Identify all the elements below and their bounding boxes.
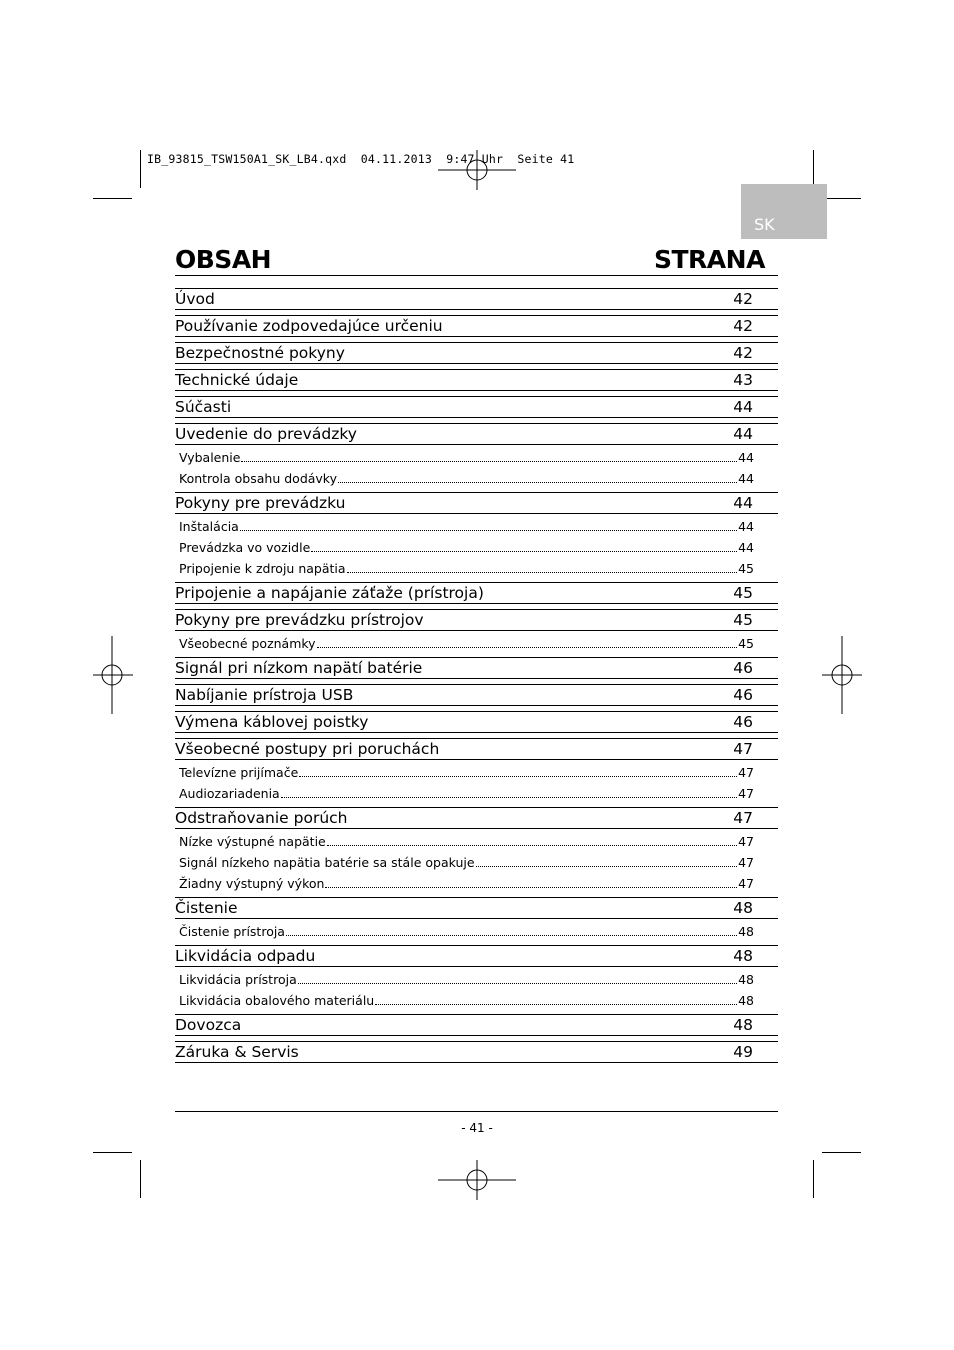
- toc-entry-page: 46: [733, 659, 753, 677]
- toc-subentry-page: 44: [738, 471, 754, 486]
- toc-subentry-title: Likvidácia obalového materiálu: [179, 993, 375, 1008]
- toc-entry-title: Uvedenie do prevádzky: [175, 425, 357, 443]
- contents-heading: OBSAH: [175, 245, 272, 274]
- toc-subentry: [175, 988, 778, 1009]
- toc-entry-page: 46: [733, 713, 753, 731]
- toc-entry: [175, 288, 778, 310]
- toc-entry: [175, 1041, 778, 1063]
- language-tab-label: SK: [754, 215, 775, 234]
- toc-entry-title: Pokyny pre prevádzku prístrojov: [175, 611, 424, 629]
- toc-subentry-title: Pripojenie k zdroju napätia: [179, 561, 346, 576]
- toc-subentry-page: 47: [738, 786, 754, 801]
- toc-subentry: [175, 850, 778, 871]
- toc-subentry-title: Prevádzka vo vozidle: [179, 540, 311, 555]
- toc-entry: [175, 396, 778, 418]
- toc-subentry: [175, 631, 778, 652]
- toc-entry: [175, 897, 778, 919]
- toc-entry-page: 43: [733, 371, 753, 389]
- dot-leader: [298, 982, 737, 984]
- dot-leader: [325, 886, 737, 888]
- toc-subentry: [175, 514, 778, 535]
- dot-leader: [347, 571, 738, 573]
- dot-leader: [241, 460, 737, 462]
- dot-leader: [476, 865, 738, 867]
- toc-subentry: [175, 445, 778, 466]
- toc-entry-title: Bezpečnostné pokyny: [175, 344, 345, 362]
- toc-subentry: [175, 466, 778, 487]
- toc-subentry-page: 48: [738, 993, 754, 1008]
- toc-subentry-title: Kontrola obsahu dodávky: [179, 471, 338, 486]
- toc-entry-title: Všeobecné postupy pri poruchách: [175, 740, 440, 758]
- toc-subentry-title: Všeobecné poznámky: [179, 636, 316, 651]
- toc-subentry-page: 48: [738, 972, 754, 987]
- toc-entry: [175, 423, 778, 445]
- dot-leader: [286, 934, 737, 936]
- dot-leader: [327, 844, 737, 846]
- toc-subentry: [175, 829, 778, 850]
- toc-entry: [175, 315, 778, 337]
- dot-leader: [299, 775, 737, 777]
- page-number: - 41 -: [461, 1121, 493, 1135]
- toc-entry-title: Úvod: [175, 290, 215, 308]
- toc-subentry-title: Nízke výstupné napätie: [179, 834, 326, 849]
- toc-entry-page: 42: [733, 344, 753, 362]
- toc-subentry-page: 47: [738, 834, 754, 849]
- toc-subentry: [175, 556, 778, 577]
- toc-entry-title: Signál pri nízkom napätí batérie: [175, 659, 423, 677]
- toc-subentry-page: 44: [738, 540, 754, 555]
- toc-subentry-title: Inštalácia: [179, 519, 239, 534]
- toc-entry-title: Likvidácia odpadu: [175, 947, 316, 965]
- toc-entry: [175, 582, 778, 604]
- toc-subentry-page: 45: [738, 561, 754, 576]
- toc-subentry-title: Likvidácia prístroja: [179, 972, 297, 987]
- toc-subentry-page: 44: [738, 519, 754, 534]
- toc-entry: [175, 684, 778, 706]
- toc-entry: [175, 657, 778, 679]
- toc-entry-title: Pokyny pre prevádzku: [175, 494, 346, 512]
- registration-mark-right: [822, 636, 862, 714]
- toc-entry: [175, 711, 778, 733]
- toc-entry-title: Technické údaje: [175, 371, 299, 389]
- toc-entry: [175, 369, 778, 391]
- registration-mark-bottom: [438, 1160, 516, 1202]
- page-column-heading: STRANA: [654, 245, 765, 274]
- dot-leader: [375, 1003, 737, 1005]
- toc-subentry-title: Audiozariadenia: [179, 786, 280, 801]
- toc-subentry: [175, 760, 778, 781]
- toc-subentry: [175, 781, 778, 802]
- registration-mark-top: [438, 150, 516, 195]
- toc-entry-title: Záruka & Servis: [175, 1043, 299, 1061]
- toc-entry-title: Nabíjanie prístroja USB: [175, 686, 354, 704]
- toc-entry-page: 45: [733, 611, 753, 629]
- toc-entry-title: Výmena káblovej poistky: [175, 713, 369, 731]
- toc-entry-page: 44: [733, 398, 753, 416]
- toc-subentry: [175, 919, 778, 940]
- toc-subentry-title: Televízne prijímače: [179, 765, 299, 780]
- toc-entry-page: 42: [733, 317, 753, 335]
- table-of-contents: [175, 275, 778, 1063]
- dot-leader: [281, 796, 737, 798]
- toc-subentry: [175, 967, 778, 988]
- toc-entry-page: 48: [733, 899, 753, 917]
- toc-entry-page: 47: [733, 740, 753, 758]
- toc-entry-title: Dovozca: [175, 1016, 242, 1034]
- toc-entry-page: 44: [733, 425, 753, 443]
- dot-leader: [240, 529, 737, 531]
- toc-entry-title: Odstraňovanie porúch: [175, 809, 348, 827]
- toc-entry: [175, 807, 778, 829]
- toc-subentry-page: 45: [738, 636, 754, 651]
- toc-entry-title: Súčasti: [175, 398, 232, 416]
- toc-entry-title: Čistenie: [175, 899, 238, 917]
- toc-subentry-title: Žiadny výstupný výkon: [179, 876, 325, 891]
- language-tab: [741, 184, 827, 239]
- toc-entry: [175, 342, 778, 364]
- toc-subentry-page: 47: [738, 765, 754, 780]
- toc-subentry-page: 44: [738, 450, 754, 465]
- toc-entry-page: 48: [733, 947, 753, 965]
- toc-entry: [175, 1014, 778, 1036]
- registration-mark-left: [93, 636, 133, 714]
- toc-subentry: [175, 871, 778, 892]
- toc-entry: [175, 492, 778, 514]
- toc-entry: [175, 738, 778, 760]
- toc-entry-title: Používanie zodpovedajúce určeniu: [175, 317, 443, 335]
- toc-entry-title: Pripojenie a napájanie záťaže (prístroja): [175, 584, 484, 602]
- toc-subentry: [175, 535, 778, 556]
- toc-entry-page: 46: [733, 686, 753, 704]
- toc-entry: [175, 609, 778, 631]
- toc-subentry-page: 47: [738, 876, 754, 891]
- print-slug: IB_93815_TSW150A1_SK_LB4.qxd 04.11.2013 9:47 Uhr Seite 41: [147, 152, 575, 166]
- toc-entry-page: 48: [733, 1016, 753, 1034]
- toc-entry-page: 47: [733, 809, 753, 827]
- toc-entry-page: 42: [733, 290, 753, 308]
- toc-subentry-title: Čistenie prístroja: [179, 924, 285, 939]
- toc-subentry-title: Vybalenie: [179, 450, 241, 465]
- toc-top-rule: [175, 275, 778, 284]
- toc-entry: [175, 945, 778, 967]
- toc-entry-page: 49: [733, 1043, 753, 1061]
- dot-leader: [311, 550, 737, 552]
- toc-entry-page: 44: [733, 494, 753, 512]
- toc-entry-page: 45: [733, 584, 753, 602]
- toc-subentry-title: Signál nízkeho napätia batérie sa stále opakuje: [179, 855, 475, 870]
- dot-leader: [317, 646, 738, 648]
- toc-subentry-page: 48: [738, 924, 754, 939]
- dot-leader: [338, 481, 737, 483]
- footer-rule: [175, 1111, 778, 1112]
- toc-subentry-page: 47: [738, 855, 754, 870]
